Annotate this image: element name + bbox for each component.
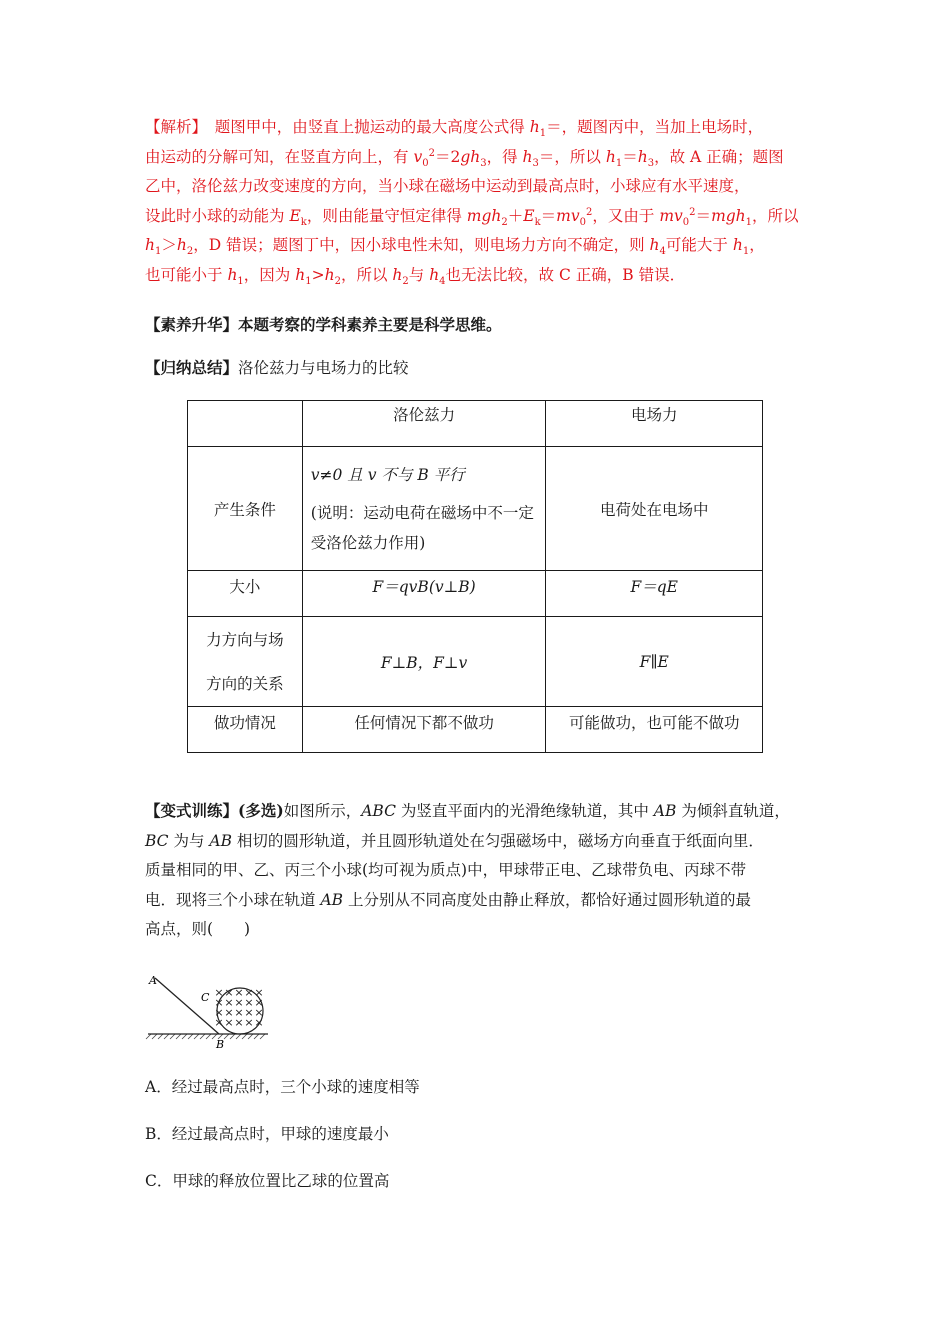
exercise-line-5: 高点，则( ) bbox=[145, 920, 251, 938]
lorentz-work: 任何情况下都不做功 bbox=[302, 707, 546, 753]
row-label-work: 做功情况 bbox=[188, 707, 303, 753]
row-label-direction: 力方向与场 方向的关系 bbox=[188, 617, 303, 707]
analysis-line-4: 设此时小球的动能为 $E_k$，则由能量守恒定律得 $mgh_2+E_k=mv_0^2$，又由于 $mv_0^2=mgh_1$，所以 bbox=[145, 206, 799, 228]
field-cross: × bbox=[244, 996, 254, 1009]
exercise-tag: 【变式训练】 bbox=[145, 801, 239, 820]
summary-tag: 【归纳总结】 bbox=[145, 358, 239, 377]
field-cross: × bbox=[244, 986, 254, 999]
option-b[interactable]: B．经过最高点时，甲球的速度最小 bbox=[145, 1125, 389, 1143]
option-c[interactable]: C．甲球的释放位置比乙球的位置高 bbox=[145, 1172, 390, 1190]
table-header-electric: 电场力 bbox=[546, 401, 763, 447]
analysis-paragraph bbox=[145, 113, 810, 290]
track-figure bbox=[143, 968, 278, 1056]
field-cross: × bbox=[254, 1016, 264, 1029]
row-label-condition: 产生条件 bbox=[188, 447, 303, 571]
field-cross: × bbox=[224, 996, 234, 1009]
label-b: B bbox=[216, 1038, 225, 1051]
field-cross: × bbox=[244, 1016, 254, 1029]
analysis-line-6: 也可能小于 $h_1$，因为 $h_1>h_2$，所以 $h_2$与 $h_4$也无法比较，故 C 正确，B 错误． bbox=[145, 265, 686, 287]
table-row bbox=[188, 447, 763, 571]
analysis-line-2: 由运动的分解可知，在竖直方向上，有 $v_0^2=2gh_3$，得 $h_3=$，所以 $h_1=h_3$，故 A 正确；题图 bbox=[145, 147, 784, 169]
analysis-line-3: 乙中，洛伦兹力改变速度的方向，当小球在磁场中运动到最高点时，小球应有水平速度， bbox=[145, 177, 750, 195]
literacy-tag: 【素养升华】 bbox=[145, 315, 239, 334]
option-a[interactable]: A．经过最高点时，三个小球的速度相等 bbox=[145, 1078, 420, 1096]
literacy-text: 本题考察的学科素养主要是科学思维。 bbox=[238, 315, 502, 334]
electric-magnitude: F＝qE bbox=[546, 571, 763, 617]
label-c: C bbox=[201, 991, 210, 1004]
electric-condition: 电荷处在电场中 bbox=[546, 447, 763, 571]
field-cross: × bbox=[214, 986, 224, 999]
magnetic-field bbox=[214, 986, 263, 1029]
lorentz-magnitude: F＝qvB(v⊥B) bbox=[302, 571, 546, 617]
row-label-magnitude: 大小 bbox=[188, 571, 303, 617]
exercise-line-2: BC 为与 AB 相切的圆形轨道，并且圆形轨道处在匀强磁场中，磁场方向垂直于纸面向里． bbox=[145, 831, 764, 850]
field-cross: × bbox=[254, 986, 264, 999]
field-cross: × bbox=[254, 996, 264, 1009]
field-cross: × bbox=[234, 986, 244, 999]
summary-text: 洛伦兹力与电场力的比较 bbox=[238, 359, 409, 377]
table-header-empty bbox=[188, 401, 303, 447]
table-row bbox=[188, 707, 763, 753]
field-cross: × bbox=[214, 996, 224, 1009]
exercise-paragraph bbox=[145, 796, 810, 945]
lorentz-condition: v≠0 且 v 不与 B 平行 (说明：运动电荷在磁场中不一定受洛伦兹力作用) bbox=[302, 447, 546, 571]
analysis-line-1: 【解析】 题图甲中，由竖直上抛运动的最大高度公式得 $h_1=$，题图丙中，当加上电场时， bbox=[145, 118, 764, 140]
field-cross: × bbox=[254, 1006, 264, 1019]
label-a: A bbox=[149, 974, 157, 987]
field-cross: × bbox=[224, 1016, 234, 1029]
analysis-tag: 【解析】 bbox=[145, 118, 200, 136]
table-row bbox=[188, 617, 763, 707]
exercise-line-3: 质量相同的甲、乙、丙三个小球(均可视为质点)中，甲球带正电、乙球带负电、丙球不带 bbox=[145, 861, 747, 879]
literacy-line bbox=[145, 310, 810, 340]
track-diagram bbox=[143, 968, 278, 1052]
table-header-lorentz: 洛伦兹力 bbox=[302, 401, 546, 447]
exercise-line-4: 电．现将三个小球在轨道 AB 上分别从不同高度处由静止释放，都恰好通过圆形轨道的最 bbox=[145, 890, 751, 909]
incline-track bbox=[155, 978, 219, 1034]
table-header-row bbox=[188, 401, 763, 447]
field-cross: × bbox=[234, 1006, 244, 1019]
electric-work: 可能做功，也可能不做功 bbox=[546, 707, 763, 753]
summary-line bbox=[145, 353, 810, 384]
comparison-table bbox=[187, 400, 763, 753]
table-row bbox=[188, 571, 763, 617]
field-cross: × bbox=[214, 1016, 224, 1029]
field-cross: × bbox=[224, 1006, 234, 1019]
field-cross: × bbox=[224, 986, 234, 999]
field-cross: × bbox=[234, 1016, 244, 1029]
exercise-line-1: 【变式训练】(多选)如图所示，ABC 为竖直平面内的光滑绝缘轨道，其中 AB 为倾斜直轨道， bbox=[145, 801, 790, 820]
lorentz-direction: F⊥B，F⊥v bbox=[302, 617, 546, 707]
field-cross: × bbox=[214, 1006, 224, 1019]
field-cross: × bbox=[244, 1006, 254, 1019]
field-cross: × bbox=[234, 996, 244, 1009]
analysis-line-5: $h_1>h_2$，D 错误；题图丁中，因小球电性未知，则电场力方向不确定，则 $h_4$可能大于 $h_1$， bbox=[145, 236, 765, 258]
electric-direction: F∥E bbox=[546, 617, 763, 707]
